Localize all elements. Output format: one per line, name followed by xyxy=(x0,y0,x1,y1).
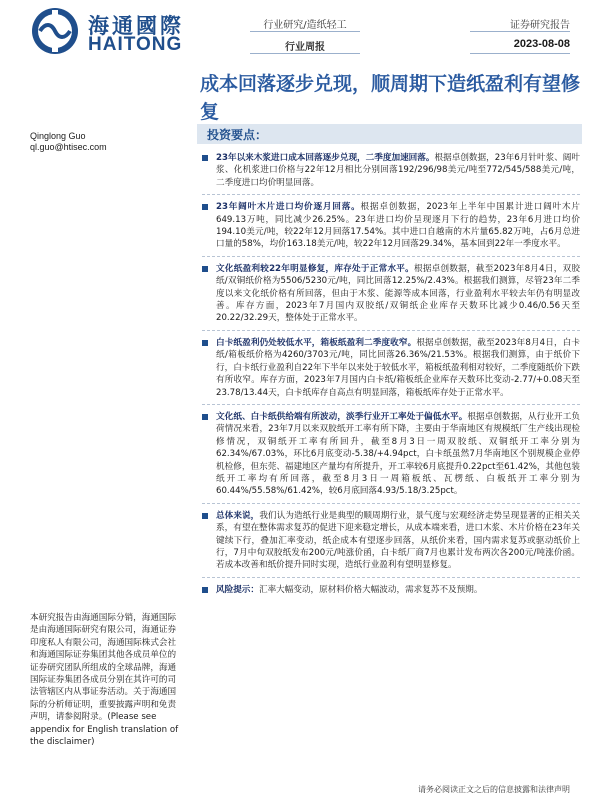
key-point-heading: 总体来说， xyxy=(216,510,260,521)
key-point-body: 汇率大幅变动，原材料价格大幅波动，需求复苏不及预期。 xyxy=(258,584,483,595)
key-point-item xyxy=(202,263,580,331)
key-points-list xyxy=(202,152,580,607)
key-point-item xyxy=(202,152,580,195)
report-category: 行业研究/造纸轻工 xyxy=(263,20,347,31)
key-point-body: 根据卓创数据，2023年上半年中国累计进口阔叶木片649.13万吨，同比减少26.25%。23年进口均价呈现逐月下行的趋势，23年6月进口均价194.10美元/吨，较22年12月回落17.54%。其中进口自越南的木片量65.82万吨，占6月总进口量的58%，均价163.18美元/吨，较22年12月回落29.34%，基本回到22年一季度水平。 xyxy=(216,202,580,250)
report-title: 成本回落逐步兑现，顺周期下造纸盈利有望修复 xyxy=(200,73,581,123)
report-header xyxy=(0,0,600,70)
bullet-square-icon xyxy=(202,266,208,272)
key-point-item xyxy=(202,411,580,504)
report-date: 2023-08-08 xyxy=(513,38,570,50)
bullet-square-icon xyxy=(202,155,208,161)
bullet-square-icon xyxy=(202,513,208,519)
key-point-heading: 23年阔叶木片进口均价逐月回落。 xyxy=(216,202,361,213)
key-point-item xyxy=(202,510,580,578)
bullet-square-icon xyxy=(202,414,208,420)
header-divider xyxy=(470,31,570,32)
haitong-logo-icon xyxy=(30,6,80,56)
header-divider xyxy=(250,53,360,54)
brand-name-en: HAITONG xyxy=(88,34,183,55)
disclaimer-text: 本研究报告由海通国际分销，海通国际是由海通国际研究有限公司，海通证券印度私人有限公司，海通国际株式会社和海通国际证券集团其他各成员单位的证券研究团队所组成的全球品牌，海通国际证券集团各成员分别在其许可的司法管辖区内从事证券活动。关于海通国际的分析师证明，重要披露声明和免责声明，请参阅附录。(Please see appendix for English translation of the disclaimer) xyxy=(30,613,179,748)
key-point-body: 根据卓创数据，截至2023年8月4日，白卡纸/箱板纸价格为4260/3703元/吨，同比回落26.36%/21.53%。根据我们测算，由于纸价下行，白卡纸行业盈利自22年下半年以来处于较低水平，箱板纸盈利相对较好，二季度随纸价下跌有所收窄。库存方面，2023年7月国内白卡纸/箱板纸企业库存天数环比变动-2.77/+0.08天至23.78/13.44天，白卡纸库存自高点有明显回落，箱板纸库存处于正常水平。 xyxy=(216,337,580,398)
brand-name-cn: 海通國際 xyxy=(88,13,184,38)
header-divider xyxy=(250,31,360,32)
author-block xyxy=(30,131,107,153)
report-subcategory: 行业周报 xyxy=(285,42,325,53)
key-point-item xyxy=(202,337,580,405)
footer-notice: 请务必阅读正文之后的信息披露和法律声明 xyxy=(418,785,570,794)
key-points-title: 投资要点： xyxy=(207,128,268,142)
report-type: 证券研究报告 xyxy=(510,20,570,31)
header-divider xyxy=(470,53,570,54)
key-point-heading: 白卡纸盈利仍处较低水平，箱板纸盈利二季度收窄。 xyxy=(216,337,417,348)
key-point-item xyxy=(202,584,580,601)
key-point-heading: 文化纸、白卡纸供给端有所波动，淡季行业开工率处于偏低水平。 xyxy=(216,411,468,422)
bullet-square-icon xyxy=(202,587,208,593)
author-email[interactable]: ql.guo@htisec.com xyxy=(30,142,107,152)
key-point-heading: 文化纸盈利较22年明显修复，库存处于正常水平。 xyxy=(216,263,414,274)
key-point-item xyxy=(202,201,580,257)
key-point-body: 根据卓创数据，截至2023年8月4日，双胶纸/双铜纸价格为5506/5230元/吨，同比回落12.25%/2.43%。根据我们测算，尽管23年二季度以来文化纸价格有所回落，但由于木浆、能源等成本回落，行业盈利水平较去年仍有明显改善。库存方面，2023年7月国内双胶纸/双铜纸企业库存天数环比减少0.46/0.56天至20.22/32.29天，整体处于正常水平。 xyxy=(216,263,580,324)
author-name: Qinglong Guo xyxy=(30,131,86,141)
key-point-body: 我们认为造纸行业是典型的顺周期行业，景气度与宏观经济走势呈现显著的正相关关系，有望在整体需求复苏的促进下迎来稳定增长，从成本端来看，进口木浆、木片价格在23年关键续下行，叠加汇率变动，纸企成本有望逐步回落，从纸价来看，国内需求复苏或驱动纸价上行，7月中旬双胶纸发布200元/吨涨价函，白卡纸厂商7月也累计发布两次各200元/吨涨价函。若成本改善和纸价提升同时实现，造纸行业盈利有望明显修复。 xyxy=(216,510,580,571)
key-point-heading: 风险提示： xyxy=(216,584,259,595)
key-point-body: 根据卓创数据，23年6月针叶浆、阔叶浆、化机浆进口价格与22年12月相比分别回落192/296/98美元/吨至772/545/588美元/吨，二季度进口均价明显回落。 xyxy=(216,153,580,188)
bullet-square-icon xyxy=(202,340,208,346)
key-point-heading: 23年以来木浆进口成本回落逐步兑现，二季度加速回落。 xyxy=(216,153,435,163)
bullet-square-icon xyxy=(202,204,208,210)
key-point-body: 根据卓创数据，从行业开工负荷情况来看，23年7月以来双胶纸开工率有所下降，主要由于华南地区有规模纸厂生产线出现检修情况，双铜纸开工率有所回升，截至8月3日一周双胶纸、双铜纸开工率分别为62.34%/67.03%，环比6月底变动-5.38/+4.94pct，白卡纸虽然7月华南地区个别规模企业停机检修，但东莞、福建地区产量均有所提升，开工率较6月底提升0.22pct至61.42%，其他包装纸开工率均有所回落，截至8月3日一周箱板纸、瓦楞纸、白板纸开工率分别为60.44%/55.58%/61.42%，较6月底回落4.93/5.18/3.25pct。 xyxy=(216,411,580,497)
